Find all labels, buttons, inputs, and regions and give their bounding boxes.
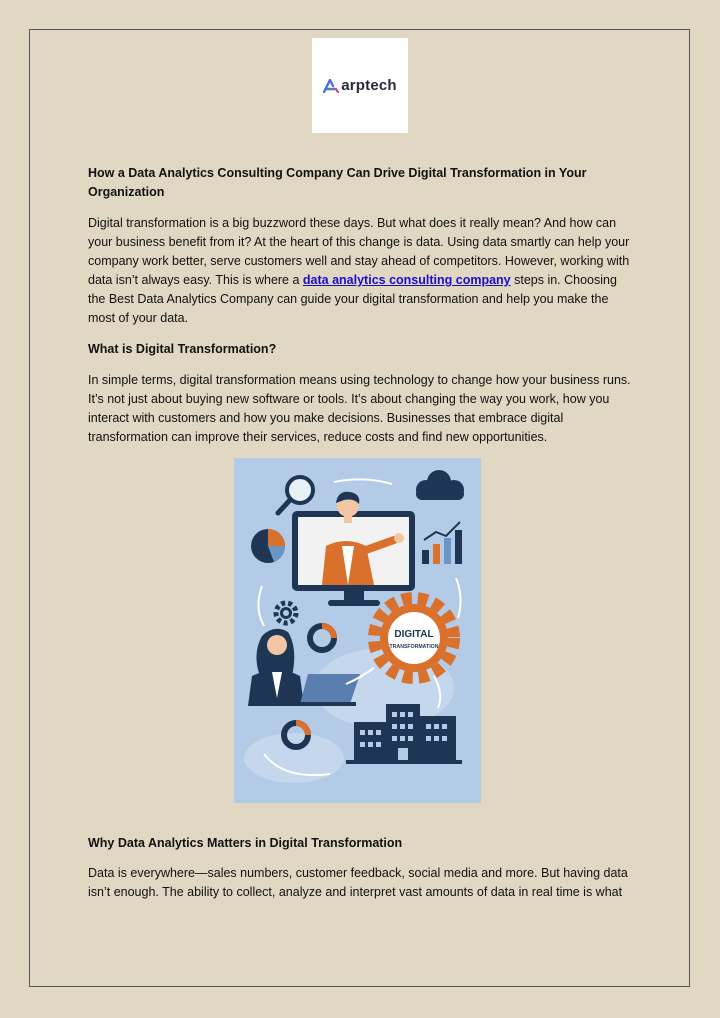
article-title: How a Data Analytics Consulting Company Can Drive Digital Transformation in Your Organization	[88, 166, 587, 199]
section-paragraph-what-is: In simple terms, digital transformation means using technology to change how your business runs. It’s not just about buying new software or tools. It’s about changing the way you work, how you interact with customers and how you make decisions. Businesses that embrace digital transformation can improve their services, reduce costs and find new opportunities.	[88, 373, 631, 444]
section-heading-why-analytics: Why Data Analytics Matters in Digital Transformation	[88, 836, 403, 850]
article-body	[88, 164, 636, 459]
gear-label-line2: TRANSFORMATION	[389, 644, 439, 650]
intro-paragraph	[88, 214, 636, 328]
company-logo	[312, 38, 408, 133]
digital-transformation-illustration	[234, 458, 481, 803]
data-analytics-consulting-link[interactable]: data analytics consulting company	[302, 273, 511, 287]
arptech-logo-icon	[323, 79, 339, 93]
gear-label-line1: DIGITAL	[394, 629, 434, 640]
section-heading-what-is: What is Digital Transformation?	[88, 342, 277, 356]
pie-chart-icon	[251, 529, 285, 563]
logo-text: arptech	[341, 77, 397, 94]
intro-text-before-link: Digital transformation is a big buzzword these days. But what does it really mean? And how can your business benefit from it? At the heart of this change is data. Using data smartly can help your company work better, serve customers well and stay ahead of competitors. However, working with data isn’t always easy. This is where a	[88, 216, 630, 287]
section-paragraph-why-analytics: Data is everywhere—sales numbers, customer feedback, social media and more. But having data isn’t enough. The ability to collect, analyze and interpret vast amounts of data in real time is what	[88, 866, 628, 899]
intro-text-after-link: steps in. Choosing the Best Data Analytics Company can guide your digital transformation and help you make the most of your data.	[88, 273, 617, 325]
